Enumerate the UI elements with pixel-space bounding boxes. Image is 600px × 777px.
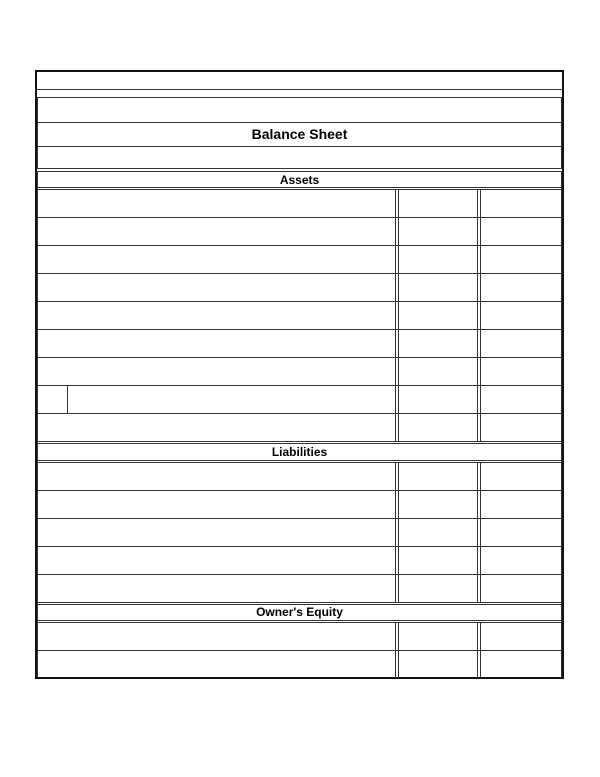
table-row-line xyxy=(37,650,562,651)
section-divider xyxy=(37,189,562,190)
amount-column-divider xyxy=(395,462,396,602)
page-title: Balance Sheet xyxy=(251,126,348,142)
table-row-line xyxy=(37,574,562,575)
table-side-line xyxy=(37,171,38,677)
header-divider xyxy=(37,146,562,147)
table-row-line xyxy=(37,385,562,386)
indent-marker xyxy=(67,385,68,413)
table-row-line xyxy=(37,413,562,414)
table-row-line xyxy=(37,490,562,491)
amount-column-divider xyxy=(477,622,478,678)
table-row-line xyxy=(37,301,562,302)
table-row-line xyxy=(37,217,562,218)
amount-column-divider xyxy=(398,622,399,678)
table-row-line xyxy=(37,357,562,358)
amount-column-divider xyxy=(395,622,396,678)
table-row-line xyxy=(37,273,562,274)
section-liabilities-heading: Liabilities xyxy=(271,445,328,459)
table-row-line xyxy=(37,245,562,246)
amount-column-divider xyxy=(480,462,481,602)
amount-column-divider xyxy=(477,462,478,602)
amount-column-divider xyxy=(480,189,481,441)
amount-column-divider xyxy=(398,189,399,441)
balance-sheet-form xyxy=(35,70,564,679)
table-side-line xyxy=(561,171,562,677)
section-divider xyxy=(37,187,562,188)
section-assets-heading: Assets xyxy=(279,173,320,187)
header-divider xyxy=(37,97,562,98)
section-divider xyxy=(37,602,562,603)
section-divider xyxy=(37,462,562,463)
table-row-line xyxy=(37,518,562,519)
section-divider xyxy=(37,460,562,461)
section-divider xyxy=(37,620,562,621)
header-divider xyxy=(37,168,562,169)
amount-column-divider xyxy=(398,462,399,602)
section-owners-equity-heading: Owner's Equity xyxy=(256,605,343,619)
amount-column-divider xyxy=(480,622,481,678)
table-row-line xyxy=(37,546,562,547)
header-divider xyxy=(35,89,564,90)
amount-column-divider xyxy=(477,189,478,441)
table-row-line xyxy=(37,329,562,330)
section-divider xyxy=(37,622,562,623)
header-divider xyxy=(37,122,562,123)
amount-column-divider xyxy=(395,189,396,441)
section-divider xyxy=(37,441,562,442)
